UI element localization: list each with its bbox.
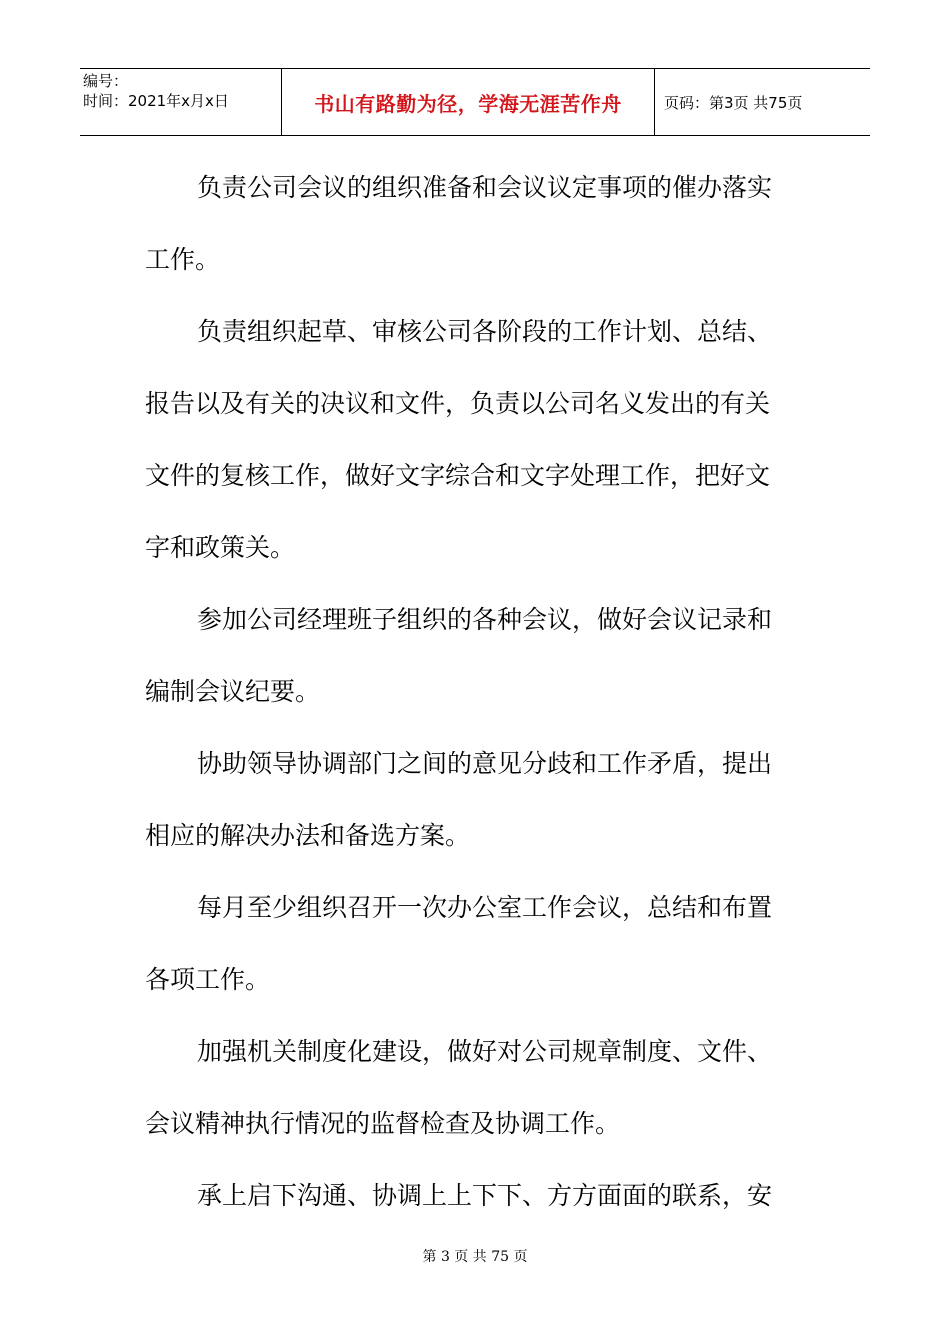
document-body <box>145 160 807 1240</box>
footer-page-number: 第 3 页 共 75 页 <box>422 1249 528 1265</box>
paragraph-line: 文件的复核工作，做好文字综合和文字处理工作，把好文 <box>145 461 771 490</box>
header-page-cell <box>655 69 870 135</box>
paragraph-line: 相应的解决办法和备选方案。 <box>145 821 471 850</box>
paragraph-line: 编制会议纪要。 <box>145 677 321 706</box>
paragraph-line: 承上启下沟通、协调上上下下、方方面面的联系，安 <box>197 1181 773 1210</box>
paragraph-line: 字和政策关。 <box>145 533 296 562</box>
paragraph-line: 负责组织起草、审核公司各阶段的工作计划、总结、 <box>197 317 773 346</box>
page-footer <box>0 1246 950 1266</box>
header-page-info: 页码：第3页 共75页 <box>664 93 803 112</box>
document-number-label: 编号： <box>83 72 129 90</box>
document-date: 时间：2021年x月x日 <box>83 92 229 110</box>
header-motto: 书山有路勤为径，学海无涯苦作舟 <box>314 91 622 116</box>
paragraph-line: 加强机关制度化建设，做好对公司规章制度、文件、 <box>197 1037 773 1066</box>
document-header <box>80 68 870 136</box>
paragraph-line: 每月至少组织召开一次办公室工作会议，总结和布置 <box>197 893 773 922</box>
header-motto-cell <box>282 69 655 135</box>
paragraph-line: 参加公司经理班子组织的各种会议，做好会议记录和 <box>197 605 773 634</box>
paragraph-line: 各项工作。 <box>145 965 271 994</box>
paragraph-line: 协助领导协调部门之间的意见分歧和工作矛盾，提出 <box>197 749 773 778</box>
paragraph-line: 报告以及有关的决议和文件，负责以公司名义发出的有关 <box>145 389 771 418</box>
paragraph-line: 工作。 <box>145 245 221 274</box>
paragraph-line: 负责公司会议的组织准备和会议议定事项的催办落实 <box>197 173 773 202</box>
header-meta-cell <box>80 69 282 135</box>
paragraph-line: 会议精神执行情况的监督检查及协调工作。 <box>145 1109 621 1138</box>
